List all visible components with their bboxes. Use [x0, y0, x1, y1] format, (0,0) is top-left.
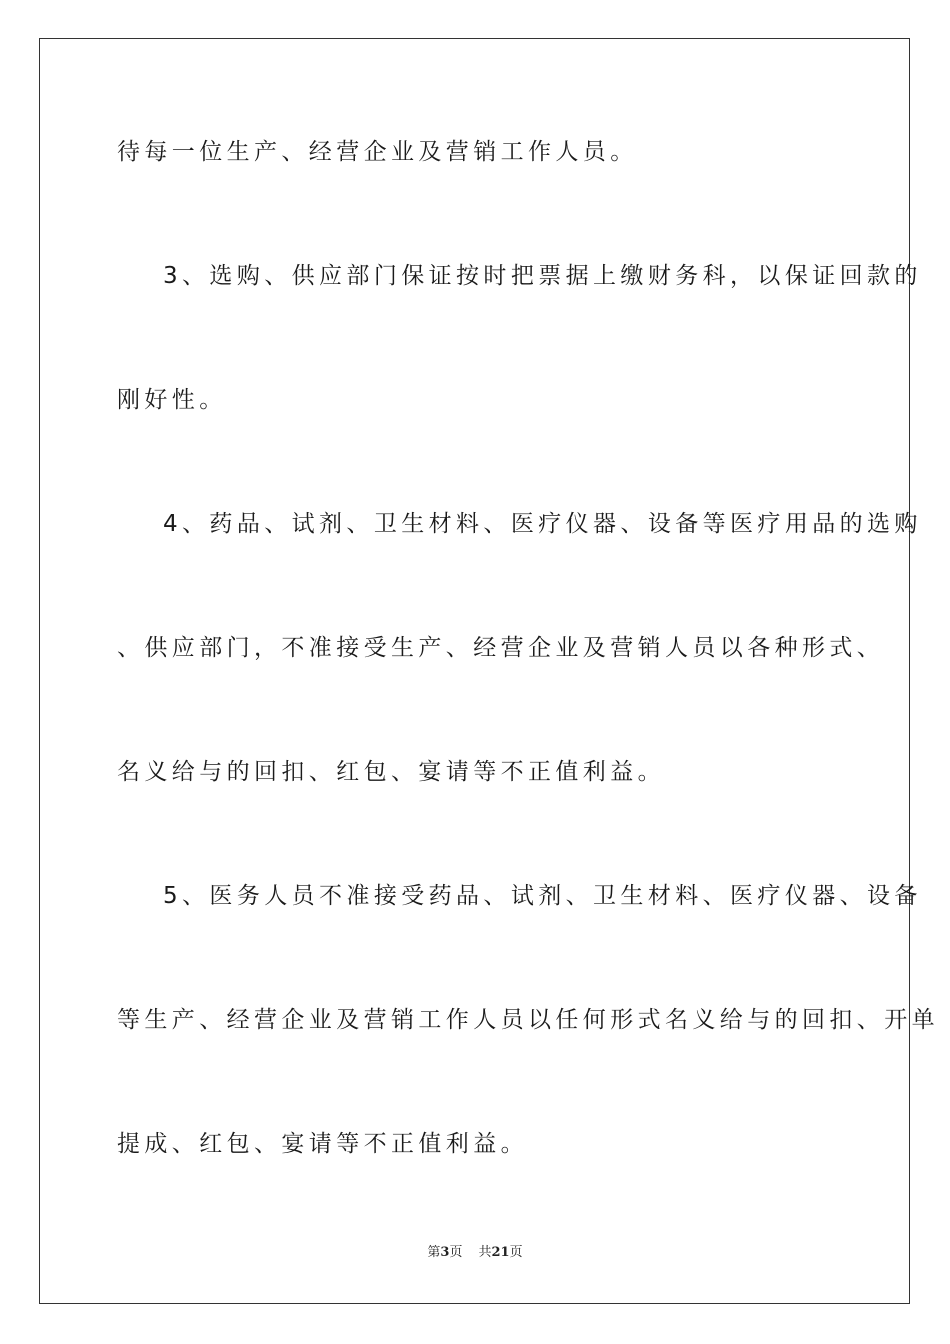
- total-prefix: 共: [478, 1245, 492, 1260]
- paragraph-line: 5、医务人员不准接受药品、试剂、卫生材料、医疗仪器、设备: [163, 883, 922, 909]
- paragraph-line: 刚好性。: [117, 387, 227, 413]
- page-border: [39, 38, 910, 1304]
- paragraph-line: 待每一位生产、经营企业及营销工作人员。: [117, 139, 638, 165]
- page-suffix: 页: [449, 1245, 463, 1260]
- paragraph-line: 3、选购、供应部门保证按时把票据上缴财务科，以保证回款的: [163, 263, 922, 289]
- page-prefix: 第: [427, 1245, 441, 1260]
- paragraph-line: 提成、红包、宴请等不正值利益。: [117, 1131, 528, 1157]
- page-footer: [0, 1244, 950, 1262]
- total-pages: 21: [491, 1245, 510, 1260]
- paragraph-line: 等生产、经营企业及营销工作人员以任何形式名义给与的回扣、开单: [117, 1007, 939, 1033]
- total-suffix: 页: [509, 1245, 523, 1260]
- paragraph-line: 、供应部门，不准接受生产、经营企业及营销人员以各种形式、: [117, 635, 885, 661]
- paragraph-line: 名义给与的回扣、红包、宴请等不正值利益。: [117, 759, 665, 785]
- page-number: 3: [440, 1245, 450, 1260]
- paragraph-line: 4、药品、试剂、卫生材料、医疗仪器、设备等医疗用品的选购: [163, 511, 922, 537]
